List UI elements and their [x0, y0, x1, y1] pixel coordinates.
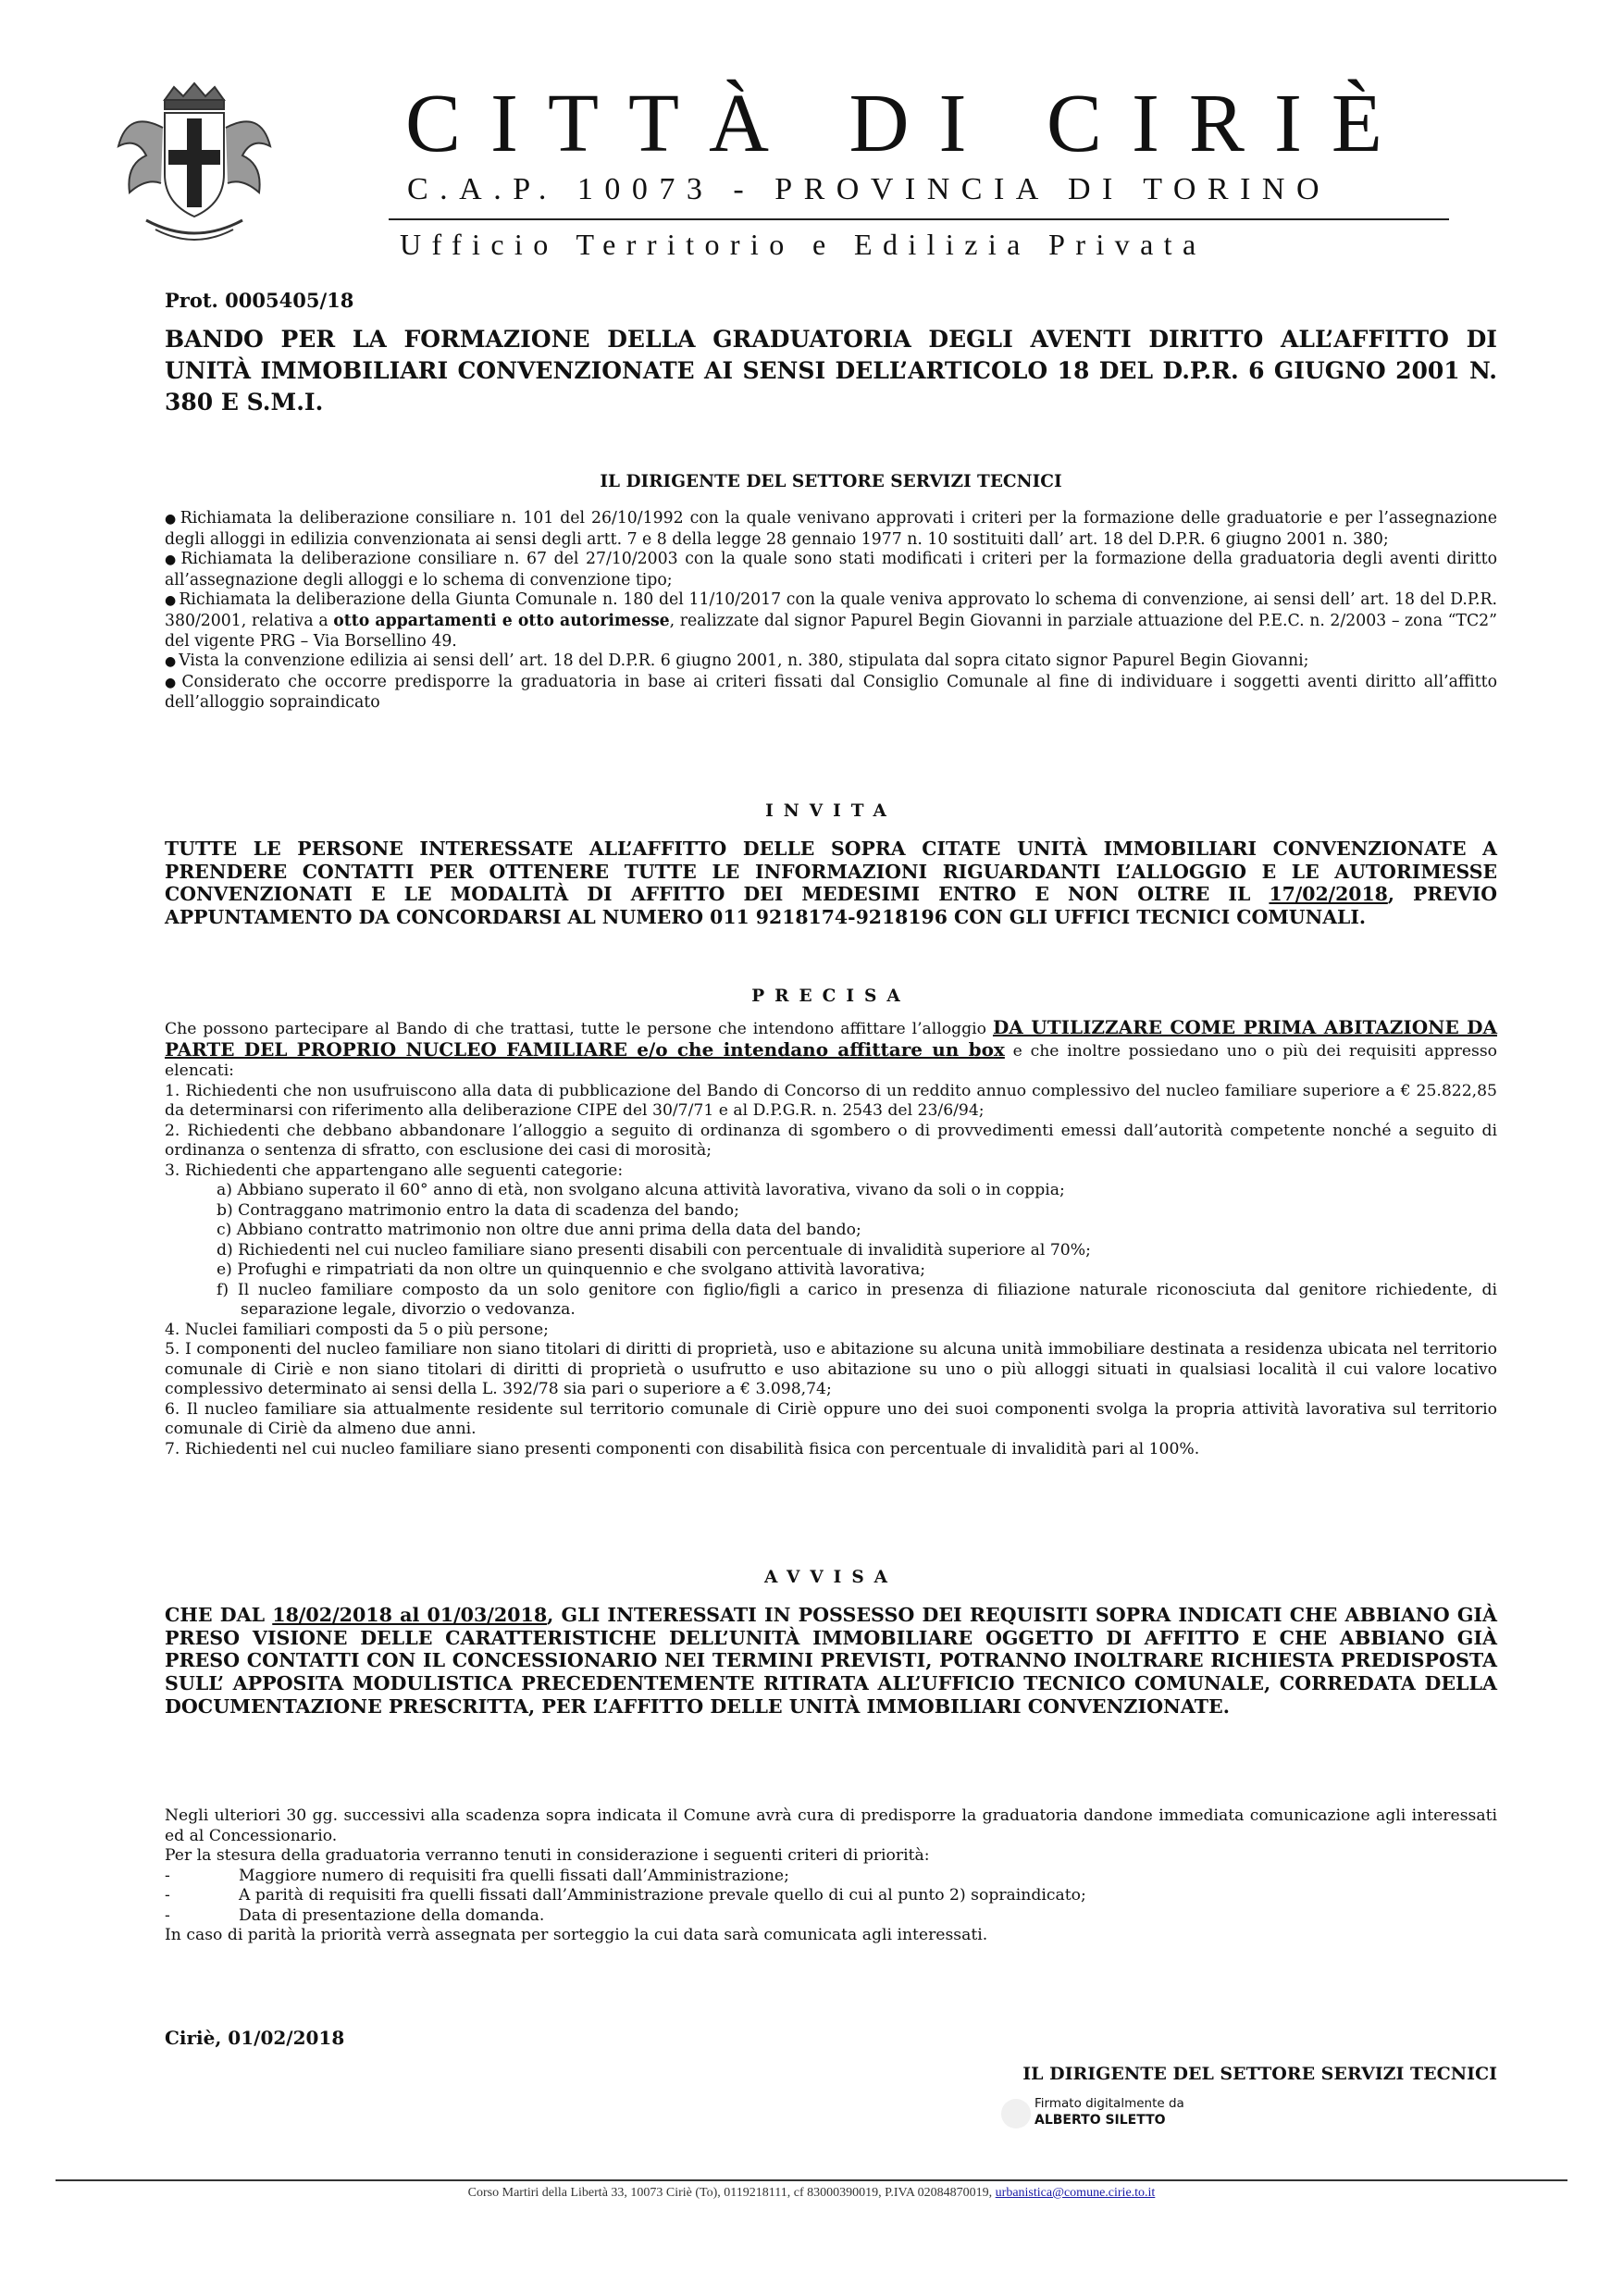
category-item: a) Abbiano superato il 60° anno di età, non svolgano alcuna attività lavorativa, vivano da soli o in coppia; — [217, 1181, 1065, 1199]
recital-item: ● Richiamata la deliberazione della Giunta Comunale n. 180 del 11/10/2017 con la quale veniva approvato lo schema di convenzione, ai sensi dell’ art. 18 del D.P.R. 380/2001, relativa a otto appartamenti e otto autorimesse, realizzate dal signor Papurel Begin Giovanni in parziale attuazione del P.E.C. n. 2/2003 – zona “TC2” del vigente PRG – Via Borsellino 49. — [165, 590, 1498, 651]
submission-period: 18/02/2018 al 01/03/2018 — [272, 1604, 548, 1626]
signatory-title: IL DIRIGENTE DEL SETTORE SERVIZI TECNICI — [1022, 2064, 1497, 2084]
requirement-item: 6. Il nucleo familiare sia attualmente residente sul territorio comunale di Ciriè oppure uno dei suoi componenti svolga la propria attività lavorativa sul territorio comunale di Ciriè da almeno due anni. — [165, 1399, 1497, 1438]
category-item: e) Profughi e rimpatriati da non oltre un quinquennio e che svolgano attività lavorativa; — [217, 1260, 926, 1279]
category-item: d) Richiedenti nel cui nucleo familiare siano presenti disabili con percentuale di invalidità superiore al 70%; — [217, 1240, 1091, 1260]
closing-paragraph: In caso di parità la priorità verrà assegnata per sorteggio la cui data sarà comunicata agli interessati. — [165, 1926, 988, 1944]
avvisa-text: CHE DAL 18/02/2018 al 01/03/2018, GLI INTERESSATI IN POSSESSO DEI REQUISITI SOPRA INDICATI CHE ABBIANO GIÀ PRESO VISIONE DELLE CARATTERISTICHE DELL’UNITÀ IMMOBILIARE OGGETTO DI AFFITTO E CHE ABBIANO GIÀ PRESO CONTATTI CON IL CONCESSIONARIO NEI TERMINI PREVISTI, POTRANNO INOLTRARE RICHIESTA PREDISPOSTA SULL’ APPOSITA MODULISTICA PRECEDENTEMENTE RITIRATA ALL’UFFICIO TECNICO COMUNALE, CORREDATA DELLA DOCUMENTAZIONE PRESCRITTA, PER L’AFFITTO DELLE UNITÀ IMMOBILIARI CONVENZIONATE. — [165, 1604, 1498, 1718]
category-item: b) Contraggano matrimonio entro la data di scadenza del bando; — [217, 1200, 739, 1220]
requirement-item: 1. Richiedenti che non usufruiscono alla data di pubblicazione del Bando di Concorso di un reddito annuo complessivo del nucleo familiare superiore a € 25.822,85 da determinarsi con riferimento alla deliberazione CIPE del 30/7/71 e al D.P.G.R. n. 2543 del 23/6/94; — [165, 1081, 1497, 1120]
digital-signature-label: Firmato digitalmente da — [1035, 2096, 1184, 2111]
requirement-item: 7. Richiedenti nel cui nucleo familiare siano presenti componenti con disabilità fisica con percentuale di invalidità pari al 100%. — [165, 1439, 1200, 1458]
closing-paragraph: Negli ulteriori 30 gg. successivi alla scadenza sopra indicata il Comune avrà cura di predisporre la graduatoria dandone immediata comunicazione agli interessati ed al Concessionario. — [165, 1806, 1497, 1845]
city-coat-of-arms — [109, 81, 279, 250]
footer-email-link[interactable]: urbanistica@comune.cirie.to.it — [995, 2186, 1156, 2200]
signatory-name: ALBERTO SILETTO — [1035, 2113, 1166, 2128]
invita-heading: INVITA — [765, 801, 897, 821]
protocol-number: Prot. 0005405/18 — [165, 289, 354, 312]
office-name: Ufficio Territorio e Edilizia Privata — [400, 228, 1207, 261]
closing-paragraph: Per la stesura della graduatoria verranno tenuti in considerazione i seguenti criteri di priorità: — [165, 1846, 930, 1865]
digital-signature-mark — [997, 2095, 1035, 2132]
recital-item: ● Richiamata la deliberazione consiliare n. 101 del 26/10/1992 con la quale venivano approvati i criteri per la formazione delle graduatorie e per l’assegnazione degli alloggi in edilizia convenzionata ai sensi degli artt. 7 e 8 della legge 28 gennaio 1977 n. 10 sostituiti dall’ art. 18 del D.P.R. 6 giugno 2001 n. 380; — [165, 509, 1497, 549]
priority-criterion: - Maggiore numero di requisiti fra quelli fissati dall’Amministrazione; — [165, 1866, 789, 1885]
footer-address: Corso Martiri della Libertà 33, 10073 Ciriè (To), 0119218111, cf 83000390019, P.IVA 02084870019, — [467, 2186, 993, 2200]
precisa-heading: PRECISA — [751, 987, 911, 1006]
deadline-date: 17/02/2018 — [1269, 883, 1388, 906]
recitals-list — [165, 509, 1497, 714]
recital-item: ● Vista la convenzione edilizia ai sensi dell’ art. 18 del D.P.R. 6 giugno 2001, n. 380, stipulata dal sopra citato signor Papurel Begin Giovanni; — [165, 652, 1309, 671]
category-list — [165, 1181, 1497, 1321]
requirements-section — [165, 1018, 1497, 1459]
requirements-intro: Che possono partecipare al Bando di che trattasi, tutte le persone che intendono affittare l’alloggio DA UTILIZZARE COME PRIMA ABITAZIONE DA PARTE DEL PROPRIO NUCLEO FAMILIARE e/o che intendano affittare un box e che inoltre possiedano uno o più dei requisiti appresso elencati: — [165, 1016, 1497, 1080]
postal-code-province: C.A.P. 10073 - PROVINCIA DI TORINO — [407, 172, 1332, 206]
requirement-item: 5. I componenti del nucleo familiare non siano titolari di diritti di proprietà, uso e abitazione su alcuna unità immobiliare destinata a residenza ubicata nel territorio comunale di Ciriè e non siano titolari di diritti di proprietà o usufrutto e uso abitazione su uno o più alloggi situati in qualsiasi località il cui valore locativo complessivo determinato ai sensi della L. 392/78 sia pari o superiore a € 3.098,74; — [165, 1340, 1497, 1398]
closing-section — [165, 1806, 1497, 1946]
footer — [0, 2186, 1623, 2201]
footer-divider — [56, 2179, 1567, 2181]
requirement-item: 3. Richiedenti che appartengano alle seguenti categorie: — [165, 1160, 624, 1180]
requirement-item: 4. Nuclei familiari composti da 5 o più persone; — [165, 1320, 549, 1339]
priority-criterion: - Data di presentazione della domanda. — [165, 1905, 545, 1925]
place-date: Ciriè, 01/02/2018 — [165, 2027, 345, 2049]
priority-criterion: - A parità di requisiti fra quelli fissati dall’Amministrazione prevale quello di cui al punto 2) sopraindicato; — [165, 1886, 1086, 1905]
requirement-item: 2. Richiedenti che debbano abbandonare l’alloggio a seguito di ordinanza di sgombero o di provvedimenti emessi dall’autorità competente nonché a seguito di ordinanza o sentenza di sfratto, con esclusione dei casi di morosità; — [165, 1121, 1497, 1160]
recital-item: ● Richiamata la deliberazione consiliare n. 67 del 27/10/2003 con la quale sono stati modificati i criteri per la formazione della graduatoria degli aventi diritto all’assegnazione degli alloggi e lo schema di convenzione tipo; — [165, 550, 1498, 590]
header-divider — [389, 218, 1449, 220]
category-item: f) Il nucleo familiare composto da un solo genitore con figlio/figli a carico in presenza di filiazione naturale riconosciuta dal genitore richiedente, di separazione legale, divorzio o vedovanza. — [217, 1280, 1497, 1319]
avvisa-heading: AVVISA — [763, 1568, 898, 1587]
recital-item: ● Considerato che occorre predisporre la graduatoria in base ai criteri fissati dal Consiglio Comunale al fine di individuare i soggetti aventi diritto all’affitto dell’alloggio sopraindicato — [165, 672, 1497, 713]
authority-heading: IL DIRIGENTE DEL SETTORE SERVIZI TECNICI — [600, 472, 1062, 491]
digital-signature — [1035, 2095, 1184, 2128]
invita-text: TUTTE LE PERSONE INTERESSATE ALL’AFFITTO DELLE SOPRA CITATE UNITÀ IMMOBILIARI CONVENZIONATE A PRENDERE CONTATTI PER OTTENERE TUTTE LE INFORMAZIONI RIGUARDANTI L’ALLOGGIO E LE AUTORIMESSE CONVENZIONATI E LE MODALITÀ DI AFFITTO DEI MEDESIMI ENTRO E NON OLTRE IL 17/02/2018, PREVIO APPUNTAMENTO DA CONCORDARSI AL NUMERO 011 9218174-9218196 CON GLI UFFICI TECNICI COMUNALI. — [165, 838, 1498, 928]
notice-title: BANDO PER LA FORMAZIONE DELLA GRADUATORIA DEGLI AVENTI DIRITTO ALL’AFFITTO DI UNITÀ IMMOBILIARI CONVENZIONATE AI SENSI DELL’ARTICOLO 18 DEL D.P.R. 6 GIUGNO 2001 N. 380 E S.M.I. — [165, 326, 1497, 416]
category-item: c) Abbiano contratto matrimonio non oltre due anni prima della data del bando; — [217, 1221, 861, 1239]
city-name: CITTÀ DI CIRIÈ — [405, 78, 1412, 169]
